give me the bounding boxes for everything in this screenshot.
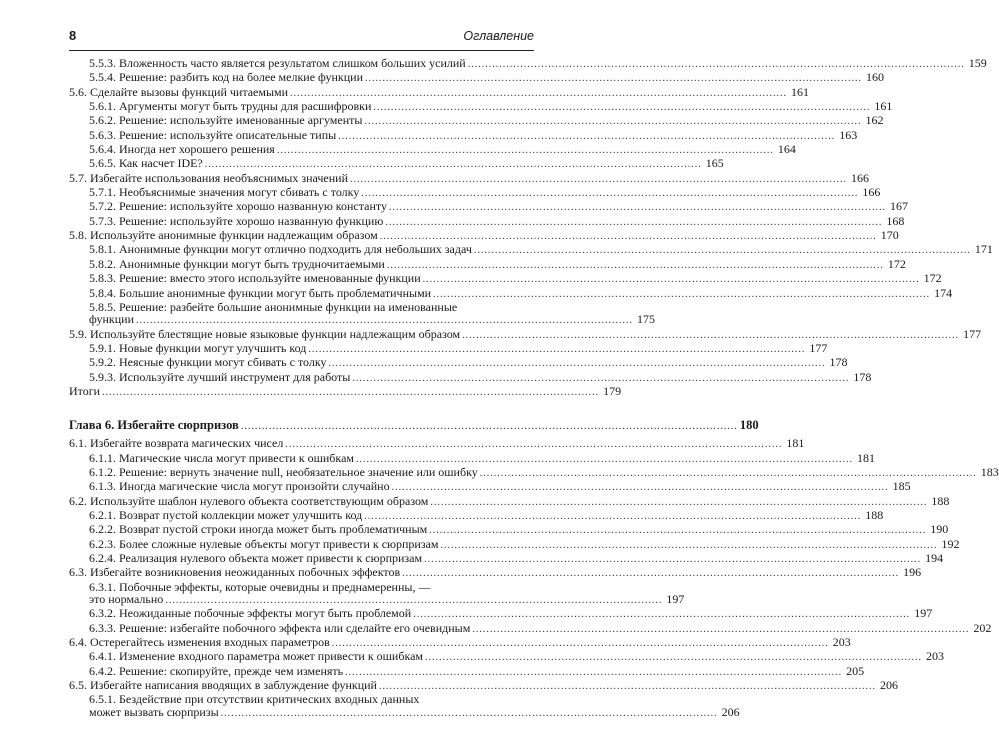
page-number: 8	[69, 28, 77, 43]
toc-entry-label: 6.3.2. Неожиданные побочные эффекты могут быть проблемой	[89, 606, 412, 621]
toc-entry-page: 166	[851, 170, 869, 185]
toc-entry-page: 159	[968, 56, 987, 70]
toc-entry-label: 6.1. Избегайте возврата магических чисел	[69, 436, 284, 451]
toc-subsection-entry[interactable]	[69, 185, 881, 200]
toc-entry-page: 165	[705, 156, 724, 171]
toc-entry-page: 181	[786, 436, 805, 451]
toc-subsection-entry[interactable]	[69, 663, 865, 679]
toc-entry-page: 197	[666, 592, 685, 607]
toc-entry-label: 5.8.3. Решение: вместо этого используйте именованные функции	[89, 271, 421, 286]
toc-entry-label: 5.8.4. Большие анонимные функции могут быть проблематичными	[89, 285, 432, 300]
leader-dots	[329, 358, 826, 370]
toc-entry-label: 6.4.1. Изменение входного параметра может привести к ошибкам	[89, 649, 424, 664]
toc-entry-wrapped[interactable]	[69, 579, 685, 608]
toc-subsection-entry[interactable]	[69, 99, 893, 114]
leader-dots	[241, 420, 738, 434]
chapter-page: 180	[739, 418, 759, 433]
leader-dots	[430, 497, 927, 509]
toc-subsection-entry[interactable]	[69, 450, 875, 466]
toc-entry-page: 179	[603, 383, 622, 398]
leader-dots	[474, 245, 971, 257]
toc-subsection-entry[interactable]	[69, 156, 724, 171]
toc-entry-page: 196	[903, 565, 922, 580]
toc-section-entry[interactable]	[69, 84, 810, 100]
toc-entry-label: 6.1.1. Магические числа могут привести к ошибкам	[89, 450, 354, 465]
toc-section-entry[interactable]	[69, 493, 950, 509]
leader-dots	[277, 145, 774, 157]
toc-entry-page: 175	[637, 312, 655, 327]
toc-entry-page: 177	[809, 340, 828, 355]
toc-entry-page: 206	[879, 678, 898, 693]
toc-entry-page: 190	[930, 522, 949, 537]
toc-subsection-entry[interactable]	[69, 507, 884, 523]
toc-entry-label: 5.7. Избегайте использования необъяснимых значений	[69, 170, 348, 185]
toc-entry-page: 174	[934, 285, 953, 300]
toc-subsection-entry[interactable]	[69, 285, 953, 301]
toc-entry-label: 6.3.3. Решение: избегайте побочного эффекта или сделайте его очевидным	[89, 620, 471, 635]
leader-dots	[365, 73, 862, 85]
toc-entry-label: 6.2. Используйте шаблон нулевого объекта соответствующим образом	[69, 493, 429, 508]
toc-entry-label-line2: функции	[89, 312, 134, 327]
leader-dots	[361, 188, 858, 200]
toc-entry-label: 6.4.2. Решение: скопируйте, прежде чем изменять	[89, 663, 344, 678]
toc-entry-label: 5.6.3. Решение: используйте описательные типы	[89, 127, 337, 142]
toc-entry-page: 205	[846, 663, 865, 678]
toc-entry-label: 5.9.1. Новые функции могут улучшить код	[89, 340, 307, 355]
toc-entry-label: 5.9.2. Неясные функции могут сбивать с толку	[89, 355, 327, 370]
toc-subsection-entry[interactable]	[69, 256, 906, 272]
toc-subsection-entry[interactable]	[69, 551, 944, 566]
toc-entry-label: 6.3. Избегайте возникновения неожиданных побочных эффектов	[69, 565, 401, 580]
toc-entry-label: 5.6.5. Как насчет IDE?	[89, 156, 203, 171]
toc-entry-label: 5.6.2. Решение: используйте именованные аргументы	[89, 113, 363, 128]
toc-subsection-entry[interactable]	[69, 70, 885, 85]
leader-dots	[402, 568, 899, 580]
leader-dots	[424, 554, 921, 566]
leader-dots	[350, 174, 847, 186]
toc-section-entry[interactable]	[69, 170, 869, 186]
toc-subsection-entry[interactable]	[69, 213, 905, 229]
leader-dots	[136, 315, 633, 327]
toc-entry-page: 194	[925, 551, 944, 565]
toc-section-5-part2	[69, 326, 982, 400]
toc-entry-page: 183	[980, 464, 999, 479]
toc-entry-page: 164	[777, 142, 796, 157]
toc-entry-label-line1: 6.3.1. Побочные эффекты, которые очевидны и преднамеренны, —	[89, 579, 431, 594]
toc-entry-page: 172	[887, 256, 906, 271]
toc-entry-label: 5.5.4. Решение: разбить код на более мелкие функции	[89, 70, 364, 85]
toc-entry-page: 197	[914, 606, 933, 621]
leader-dots	[364, 116, 861, 128]
leader-dots	[102, 387, 599, 399]
toc-entry-label: 6.5. Избегайте написания вводящих в заблуждение функций	[69, 678, 377, 693]
toc-subsection-entry[interactable]	[69, 522, 949, 537]
toc-section-entry[interactable]	[69, 436, 805, 451]
toc-entry-label: 6.1.2. Решение: вернуть значение null, необязательное значение или ошибку	[89, 464, 478, 479]
toc-entry-page: 188	[931, 493, 950, 508]
toc-entry-page: 203	[926, 649, 945, 664]
leader-dots	[221, 708, 718, 720]
running-title: Оглавление	[463, 29, 534, 43]
toc-entry-label: 5.6. Сделайте вызовы функций читаемыми	[69, 84, 289, 99]
leader-dots	[441, 540, 938, 552]
toc-entry-page: 188	[865, 507, 884, 522]
toc-entry-label-line1: 6.5.1. Бездействие при отсутствии критических входных данных	[89, 692, 420, 707]
toc-subsection-entry[interactable]	[69, 649, 945, 664]
leader-dots	[385, 217, 882, 229]
toc-entry-label-line1: 5.8.5. Решение: разбейте большие анонимные функции на именованные	[89, 299, 458, 314]
toc-section-entry[interactable]	[69, 565, 922, 580]
leader-dots	[389, 202, 886, 214]
leader-dots	[433, 289, 930, 301]
toc-section-entry[interactable]	[69, 635, 851, 650]
toc-entry-page: 203	[832, 635, 851, 650]
toc-entry-page: 160	[866, 70, 885, 85]
toc-entry-label: Итоги	[69, 383, 101, 398]
chapter-heading[interactable]	[69, 418, 759, 434]
chapter-title: Глава 6. Избегайте сюрпризов	[69, 418, 239, 433]
toc-section-entry[interactable]	[69, 326, 982, 342]
toc-entry-page: 167	[889, 199, 908, 214]
toc-entry-page: 170	[880, 228, 899, 243]
table-of-contents	[69, 56, 999, 720]
toc-entry-label: 5.6.1. Аргументы могут быть трудны для расшифровки	[89, 99, 372, 114]
toc-section-entry[interactable]	[69, 678, 898, 693]
toc-subsection-entry[interactable]	[69, 479, 911, 494]
toc-entry-label-line2: может вызвать сюрпризы	[89, 704, 219, 719]
toc-entry-page: 181	[856, 450, 875, 465]
leader-dots	[425, 652, 922, 664]
toc-subsection-entry[interactable]	[69, 464, 999, 480]
toc-entry-page: 171	[974, 242, 993, 257]
page-header	[69, 26, 534, 51]
leader-dots	[338, 131, 835, 143]
toc-entry-label: 6.1.3. Иногда магические числа могут произойти случайно	[89, 479, 390, 494]
toc-entry-page: 161	[874, 99, 893, 114]
toc-subsection-entry[interactable]	[69, 199, 908, 214]
toc-section-entry[interactable]	[69, 228, 899, 243]
leader-dots	[379, 681, 876, 693]
toc-entry-page: 178	[829, 355, 848, 370]
leader-dots	[423, 274, 920, 286]
toc-subsection-entry[interactable]	[69, 606, 933, 621]
toc-entry-page: 202	[973, 620, 992, 635]
toc-entry-label: 5.8.2. Анонимные функции могут быть трудночитаемыми	[89, 256, 385, 271]
leader-dots	[285, 439, 782, 451]
toc-subsection-entry[interactable]	[69, 56, 987, 71]
toc-entry-page: 166	[862, 185, 881, 200]
toc-entry-page: 161	[791, 84, 810, 99]
toc-entry-wrapped[interactable]	[69, 692, 740, 720]
toc-entry-label: 5.6.4. Иногда нет хорошего решения	[89, 142, 275, 157]
toc-subsection-entry[interactable]	[69, 536, 960, 552]
toc-subsection-entry[interactable]	[69, 369, 872, 385]
toc-entry-label: 5.9. Используйте блестящие новые языковые функции надлежащим образом	[69, 326, 461, 341]
toc-subsection-entry[interactable]	[69, 271, 942, 286]
toc-entry-label-line2: это нормально	[89, 592, 164, 607]
toc-entry-page: 178	[853, 369, 872, 384]
toc-section-entry[interactable]	[69, 383, 622, 399]
toc-entry-label: 5.7.2. Решение: используйте хорошо названную константу	[89, 199, 387, 214]
toc-entry-label: 5.7.1. Необъяснимые значения могут сбивать с толку	[89, 185, 360, 200]
leader-dots	[468, 59, 965, 71]
toc-entry-label: 6.2.1. Возврат пустой коллекции может улучшить код	[89, 507, 363, 522]
toc-entry-label: 6.4. Остерегайтесь изменения входных параметров	[69, 635, 330, 650]
toc-subsection-entry[interactable]	[69, 242, 993, 257]
leader-dots	[387, 260, 884, 272]
toc-entry-page: 185	[892, 479, 911, 494]
toc-entry-label: 5.8. Используйте анонимные функции надлежащим образом	[69, 228, 378, 243]
toc-subsection-entry[interactable]	[69, 340, 828, 356]
toc-subsection-entry[interactable]	[69, 113, 884, 128]
toc-entry-wrapped[interactable]	[69, 299, 655, 328]
toc-entry-page: 177	[963, 326, 982, 341]
toc-entry-page: 192	[941, 536, 960, 551]
toc-entry-page: 206	[721, 704, 740, 719]
toc-entry-page: 162	[865, 113, 884, 128]
toc-entry-label: 5.7.3. Решение: используйте хорошо названную функцию	[89, 213, 384, 228]
toc-entry-page: 163	[839, 127, 858, 142]
toc-entry-label: 6.2.2. Возврат пустой строки иногда может быть проблематичным	[89, 522, 428, 537]
toc-section-6-part1	[69, 436, 999, 580]
leader-dots	[429, 525, 926, 537]
toc-entry-label: 5.8.1. Анонимные функции могут отлично подходить для небольших задач	[89, 242, 472, 257]
toc-subsection-entry[interactable]	[69, 142, 796, 157]
toc-section-6-part2	[69, 606, 992, 693]
leader-dots	[472, 624, 969, 636]
leader-dots	[462, 330, 959, 342]
toc-entry-label: 5.9.3. Используйте лучший инструмент для работы	[89, 369, 351, 384]
toc-entry-label: 5.5.3. Вложенность часто является результатом слишком больших усилий	[89, 56, 466, 70]
toc-subsection-entry[interactable]	[69, 620, 992, 636]
leader-dots	[413, 609, 910, 621]
toc-subsection-entry[interactable]	[69, 355, 848, 370]
toc-entry-page: 172	[923, 271, 942, 286]
toc-section-5-part1	[69, 56, 993, 301]
leader-dots	[364, 511, 861, 523]
leader-dots	[308, 344, 805, 356]
leader-dots	[205, 159, 702, 171]
toc-entry-label: 6.2.4. Реализация нулевого объекта может привести к сюрпризам	[89, 551, 423, 565]
leader-dots	[392, 482, 889, 494]
toc-subsection-entry[interactable]	[69, 127, 858, 143]
toc-entry-label: 6.2.3. Более сложные нулевые объекты могут привести к сюрпризам	[89, 536, 439, 551]
leader-dots	[345, 667, 842, 679]
leader-dots	[373, 102, 870, 114]
toc-entry-page: 168	[886, 213, 905, 228]
leader-dots	[352, 373, 849, 385]
